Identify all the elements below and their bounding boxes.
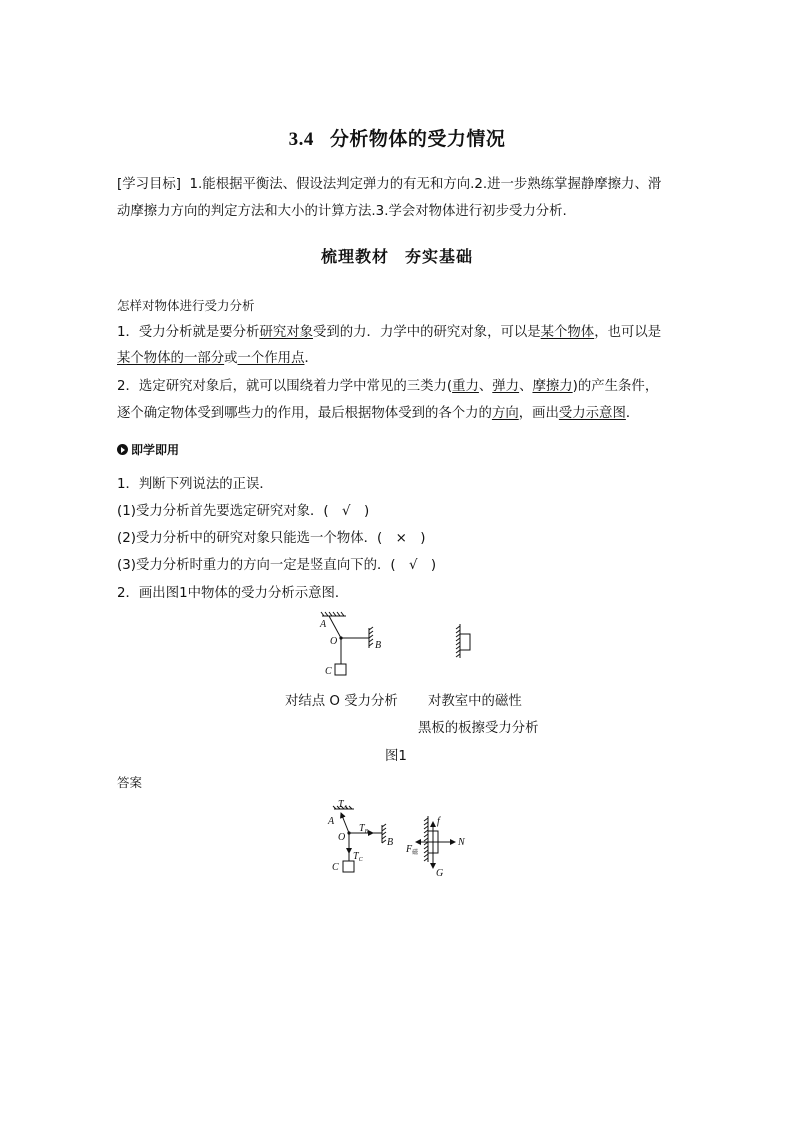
wall-b-hatch <box>369 627 373 646</box>
objectives-line-1 <box>117 173 661 192</box>
ans-label-o: O <box>338 832 346 843</box>
section-title-part2: 夯实基础 <box>405 247 474 266</box>
subheading: 怎样对物体进行受力分析 <box>117 298 255 313</box>
caption-knot: 对结点 O 受力分析 <box>285 694 398 709</box>
ans-label-a: A <box>328 816 335 827</box>
answer-knot-diagram <box>322 797 402 879</box>
question-1: 1．判断下列说法的正误． <box>117 477 273 492</box>
item1-line2 <box>117 347 318 366</box>
item2-text-a: 2．选定研究对象后，就可以围绕着力学中常见的三类力( <box>117 379 453 394</box>
item1-text-b: 受到的力．力学中的研究对象，可以是 <box>313 325 541 340</box>
weight-box <box>335 664 346 675</box>
ans-label-tb: $T_B$ <box>359 823 369 835</box>
ans-blackboard-hatch <box>424 818 428 861</box>
ans-label-fm: $F_磁$ <box>406 844 419 856</box>
ans-label-c: C <box>332 862 339 873</box>
statement-2: (2)受力分析中的研究对象只能选一个物体．( × ) <box>117 531 426 546</box>
item1-text-end: ． <box>304 351 318 366</box>
item2-line2 <box>117 402 639 421</box>
answer-eraser-diagram <box>402 812 474 880</box>
objectives-line-2: 动摩擦力方向的判定方法和大小的计算方法.3.学会对物体进行初步受力分析. <box>117 204 567 219</box>
item2-line1 <box>117 375 658 394</box>
question-2: 2．画出图1中物体的受力分析示意图． <box>117 586 349 601</box>
section-title <box>0 244 794 267</box>
label-c: C <box>325 666 332 677</box>
play-icon <box>117 444 128 455</box>
figure-label: 图1 <box>385 749 407 764</box>
item2-underline-elastic: 弹力 <box>492 379 520 394</box>
ans-knot-point <box>347 831 350 834</box>
objectives-label: [学习目标] <box>117 177 182 192</box>
objectives-text-1: 1.能根据平衡法、假设法判定弹力的有无和方向.2.进一步熟练掌握静摩擦力、滑 <box>189 177 662 192</box>
item2-text-c: 逐个确定物体受到哪些力的作用，最后根据物体受到的各个力的 <box>117 406 492 421</box>
statement-1: (1)受力分析首先要选定研究对象．( √ ) <box>117 504 370 519</box>
ans-weight-box <box>343 861 354 872</box>
item2-underline-direction: 方向 <box>491 406 519 421</box>
answer-label: 答案 <box>117 775 143 790</box>
item1-line1 <box>117 321 661 340</box>
label-a: A <box>320 619 327 630</box>
blackboard-hatch <box>456 626 460 657</box>
eraser-box <box>460 634 470 650</box>
page-title <box>0 124 794 151</box>
ans-label-n: N <box>458 837 465 848</box>
ans-label-b: B <box>387 837 394 848</box>
item2-text-b: )的产生条件， <box>572 379 659 394</box>
statement-3: (3)受力分析时重力的方向一定是竖直向下的．( √ ) <box>117 558 437 573</box>
ans-label-ta: $T_A$ <box>338 799 348 811</box>
item2-sep2: 、 <box>519 379 533 394</box>
practice-label: 即学即用 <box>131 443 180 457</box>
practice-heading <box>117 441 179 458</box>
label-o: O <box>330 636 338 647</box>
ans-arrow-ta <box>341 813 349 833</box>
item2-underline-diagram: 受力示意图 <box>558 406 626 421</box>
caption-eraser-2: 黑板的板擦受力分析 <box>418 721 539 736</box>
ans-label-g: G <box>436 868 444 879</box>
item2-text-end: ． <box>625 406 640 421</box>
figure1-eraser-diagram <box>452 622 482 662</box>
caption-eraser-1: 对教室中的磁性 <box>428 694 522 709</box>
item1-underline-part: 某个物体的一部分 <box>117 351 225 366</box>
ans-label-f: f <box>437 816 440 827</box>
item2-text-d: ，画出 <box>518 406 559 421</box>
section-title-part1: 梳理教材 <box>320 247 389 266</box>
knot-point <box>339 636 342 639</box>
item1-text-or: 或 <box>224 351 238 366</box>
label-b: B <box>375 640 382 651</box>
figure1-knot-diagram <box>312 610 392 682</box>
item2-underline-gravity: 重力 <box>452 379 479 394</box>
item1-underline-point: 一个作用点 <box>237 351 305 366</box>
item1-text-c: ，也可以是 <box>594 325 662 340</box>
ceiling-hatch <box>321 612 344 616</box>
item2-sep1: 、 <box>478 379 493 394</box>
item2-underline-friction: 摩擦力 <box>532 379 573 394</box>
item1-text-a: 1．受力分析就是要分析 <box>117 325 260 340</box>
item1-underline-research-object: 研究对象 <box>259 325 313 340</box>
ans-wall-b-hatch <box>382 824 386 843</box>
title-number: 3.4 <box>288 129 314 150</box>
ans-label-tc: $T_C$ <box>353 851 363 863</box>
title-text: 分析物体的受力情况 <box>329 128 506 150</box>
rope-a <box>329 616 341 638</box>
item1-underline-some-object: 某个物体 <box>540 325 595 340</box>
